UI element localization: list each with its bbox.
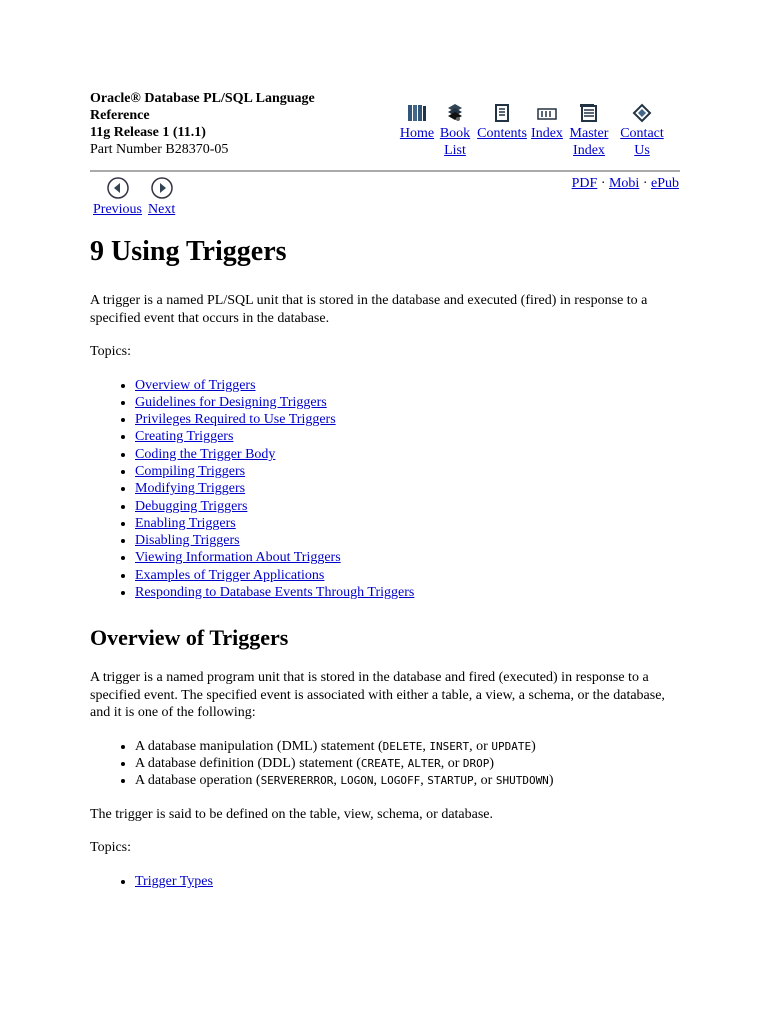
nav-master-index[interactable] xyxy=(564,102,614,159)
nav-contents[interactable] xyxy=(474,102,530,159)
topic-link[interactable]: Debugging Triggers xyxy=(135,498,248,514)
home-icon xyxy=(406,102,428,124)
list-item xyxy=(135,498,680,515)
code-keyword: UPDATE xyxy=(491,739,532,753)
topic-link[interactable]: Disabling Triggers xyxy=(135,533,240,549)
nav-master-index-label[interactable]: Master Index xyxy=(569,126,609,158)
code-keyword: ALTER xyxy=(407,757,441,771)
nav-home-label[interactable]: Home xyxy=(399,126,435,141)
pdf-link[interactable]: PDF xyxy=(571,176,598,191)
top-navigation xyxy=(398,102,670,159)
chapter-intro: A trigger is a named PL/SQL unit that is stored in the database and executed (fired) in response to a specified event that occurs in the database. xyxy=(90,293,648,326)
next-arrow-icon xyxy=(150,176,174,200)
nav-home[interactable] xyxy=(398,102,436,159)
topic-link[interactable]: Creating Triggers xyxy=(135,429,234,445)
topic-link[interactable]: Responding to Database Events Through Triggers xyxy=(135,585,415,601)
format-links xyxy=(572,176,679,192)
code-keyword: DELETE xyxy=(382,739,423,753)
list-item xyxy=(135,446,680,463)
code-keyword: INSERT xyxy=(429,739,470,753)
nav-contact-us-label[interactable]: Contact Us xyxy=(620,126,664,158)
topic-link[interactable]: Privileges Required to Use Triggers xyxy=(135,412,336,428)
next-link[interactable] xyxy=(148,176,175,218)
topic-link[interactable]: Compiling Triggers xyxy=(135,463,246,479)
topics-label: Topics: xyxy=(90,344,132,359)
bullet-text: A database operation ( xyxy=(135,773,261,789)
contents-icon xyxy=(491,102,513,124)
nav-contents-label[interactable]: Contents xyxy=(477,126,527,141)
format-separator: · xyxy=(600,176,606,191)
bullet-text: A database definition (DDL) statement ( xyxy=(135,756,361,772)
list-item xyxy=(135,515,680,532)
nav-book-list-label[interactable]: Book List xyxy=(439,126,471,158)
code-keyword: DROP xyxy=(462,757,490,771)
list-item: • A database manipulation (DML) statement (DELETE, INSERT, or UPDATE) xyxy=(135,738,680,755)
defined-on-paragraph: The trigger is said to be defined on the table, view, schema, or database. xyxy=(90,806,494,822)
topics-label: Topics: xyxy=(90,840,132,856)
nav-book-list[interactable] xyxy=(436,102,474,159)
pager xyxy=(93,176,175,218)
header-divider xyxy=(90,170,680,172)
code-keyword: LOGOFF xyxy=(380,774,421,788)
list-item xyxy=(135,873,680,890)
mobi-link[interactable]: Mobi xyxy=(608,176,640,191)
topic-link[interactable]: Trigger Types xyxy=(135,873,213,889)
topic-link[interactable]: Guidelines for Designing Triggers xyxy=(135,394,327,410)
topic-link[interactable]: Coding the Trigger Body xyxy=(135,446,276,462)
list-item xyxy=(135,377,680,394)
doc-title-block xyxy=(90,90,360,158)
topic-link[interactable]: Modifying Triggers xyxy=(135,481,246,497)
list-item xyxy=(135,532,680,549)
epub-link[interactable]: ePub xyxy=(651,176,679,191)
book-title: Oracle® Database PL/SQL Language Reference xyxy=(90,91,315,123)
event-type-list xyxy=(90,738,680,790)
nav-contact-us[interactable] xyxy=(614,102,670,159)
topic-link[interactable]: Viewing Information About Triggers xyxy=(135,550,341,566)
overview-paragraph: A trigger is a named program unit that is stored in the database and fired (executed) in response to a specified event. The specified event is associated with either a table, a view, a schema, or the database, and it is one of the following: xyxy=(90,670,665,721)
list-item xyxy=(135,567,680,584)
nav-index[interactable] xyxy=(530,102,564,159)
list-item xyxy=(135,411,680,428)
topic-link[interactable]: Examples of Trigger Applications xyxy=(135,567,325,583)
list-item xyxy=(135,463,680,480)
code-keyword: SHUTDOWN xyxy=(495,774,549,788)
format-separator: · xyxy=(642,176,648,191)
code-keyword: CREATE xyxy=(360,757,401,771)
previous-label[interactable]: Previous xyxy=(93,202,142,217)
part-number: Part Number B28370-05 xyxy=(90,142,229,157)
book-list-icon xyxy=(444,102,466,124)
code-keyword: SERVERERROR xyxy=(260,774,334,788)
next-label[interactable]: Next xyxy=(148,202,176,217)
release-label: 11g Release 1 (11.1) xyxy=(90,125,206,140)
index-icon xyxy=(536,102,558,124)
master-index-icon xyxy=(578,102,600,124)
bullet-text: A database manipulation (DML) statement ( xyxy=(135,738,383,754)
list-item xyxy=(135,480,680,497)
list-item xyxy=(135,549,680,566)
contact-icon xyxy=(631,102,653,124)
previous-arrow-icon xyxy=(106,176,130,200)
section-topic-list xyxy=(90,873,680,890)
main-content xyxy=(90,230,680,906)
list-item: • A database definition (DDL) statement (CREATE, ALTER, or DROP) xyxy=(135,755,680,772)
list-item xyxy=(135,584,680,601)
chapter-title: 9 Using Triggers xyxy=(90,236,287,267)
list-item: • A database operation (SERVERERROR, LOGON, LOGOFF, STARTUP, or SHUTDOWN) xyxy=(135,772,680,789)
topic-link[interactable]: Enabling Triggers xyxy=(135,515,236,531)
section-title: Overview of Triggers xyxy=(90,625,289,651)
code-keyword: STARTUP xyxy=(427,774,474,788)
chapter-topic-list xyxy=(90,377,680,602)
topic-link[interactable]: Overview of Triggers xyxy=(135,377,256,393)
list-item xyxy=(135,394,680,411)
previous-link[interactable] xyxy=(93,176,142,218)
code-keyword: LOGON xyxy=(340,774,374,788)
list-item xyxy=(135,428,680,445)
nav-index-label[interactable]: Index xyxy=(531,126,563,141)
